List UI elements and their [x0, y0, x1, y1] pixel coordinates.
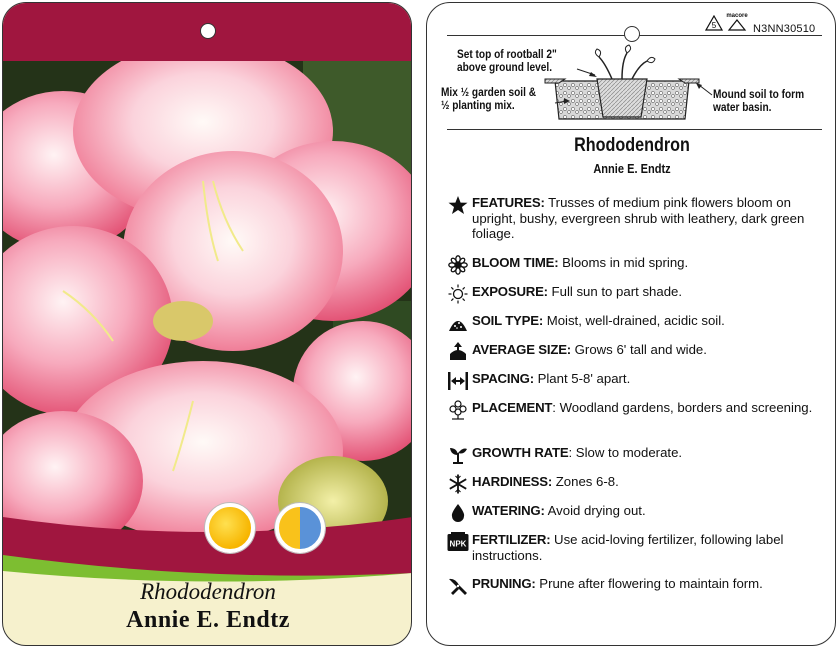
plant-tag-front	[2, 2, 412, 646]
planting-diagram	[427, 43, 836, 133]
spec-value: Blooms in mid spring.	[558, 255, 689, 270]
spec-value: Trusses of medium pink flowers bloom on upright, bushy, evergreen shrub with leathery, dark green foliage.	[472, 195, 805, 241]
sprout-icon	[447, 445, 469, 465]
label-rootball: Set top of rootball 2" above ground level.	[457, 49, 557, 74]
spec-label: PLACEMENT	[472, 400, 553, 415]
hang-hole	[624, 26, 640, 42]
spacing-icon	[447, 371, 469, 391]
recycle-icon	[705, 15, 723, 33]
back-common-name: Rhododendron	[574, 135, 690, 156]
snowflake-icon	[447, 474, 469, 494]
spec-value: Full sun to part shade.	[547, 284, 683, 299]
flower-icon	[447, 255, 469, 275]
spec-value: Use acid-loving fertilizer, following label instructions.	[472, 532, 784, 563]
spec-label: SPACING:	[472, 371, 534, 386]
sun-icon	[447, 284, 469, 304]
label-soil-mix: Mix ½ garden soil & ½ planting mix.	[441, 87, 537, 112]
spec-value: : Woodland gardens, borders and screening.	[552, 400, 813, 415]
placement-icon	[447, 400, 469, 420]
spec-label: GROWTH RATE	[472, 445, 569, 460]
mid-divider	[447, 129, 822, 130]
front-common-name: Rhododendron	[140, 579, 276, 604]
front-cultivar-name: Annie E. Endtz	[126, 607, 290, 633]
npk-icon	[447, 532, 469, 552]
spec-label: WATERING:	[472, 503, 545, 518]
water-drop-icon	[447, 503, 469, 523]
part-shade-icon	[275, 503, 325, 553]
spec-label: BLOOM TIME:	[472, 255, 559, 270]
spec-label: SOIL TYPE:	[472, 313, 544, 328]
back-cultivar-name: Annie E. Endtz	[593, 161, 671, 176]
spec-label: FERTILIZER:	[472, 532, 551, 547]
spec-value: Moist, well-drained, acidic soil.	[543, 313, 725, 328]
spec-label: HARDINESS:	[472, 474, 553, 489]
spec-value: Plant 5-8' apart.	[533, 371, 631, 386]
spec-value: Prune after flowering to maintain form.	[535, 576, 763, 591]
npk-text: NPK	[449, 539, 467, 549]
soil-icon	[447, 313, 469, 333]
recycle-number: 5	[711, 21, 717, 30]
spec-value: : Slow to moderate.	[568, 445, 683, 460]
product-code: N3NN30510	[753, 23, 816, 35]
spec-label: AVERAGE SIZE:	[472, 342, 572, 357]
spec-label: PRUNING:	[472, 576, 536, 591]
height-icon	[447, 342, 469, 362]
macore-logo	[725, 13, 749, 35]
plant-tag-back	[426, 2, 836, 646]
spec-label: EXPOSURE:	[472, 284, 548, 299]
hang-hole	[200, 23, 216, 39]
full-sun-icon	[205, 503, 255, 553]
pruners-icon	[447, 576, 469, 596]
spec-value: Grows 6' tall and wide.	[571, 342, 707, 357]
spec-label: FEATURES:	[472, 195, 545, 210]
spec-value: Avoid drying out.	[544, 503, 646, 518]
logo-text: macore	[726, 13, 748, 19]
label-water-basin: Mound soil to form water basin.	[713, 89, 805, 114]
rhododendron-photo	[3, 61, 412, 541]
spec-value: Zones 6-8.	[552, 474, 619, 489]
star-icon	[447, 195, 469, 215]
